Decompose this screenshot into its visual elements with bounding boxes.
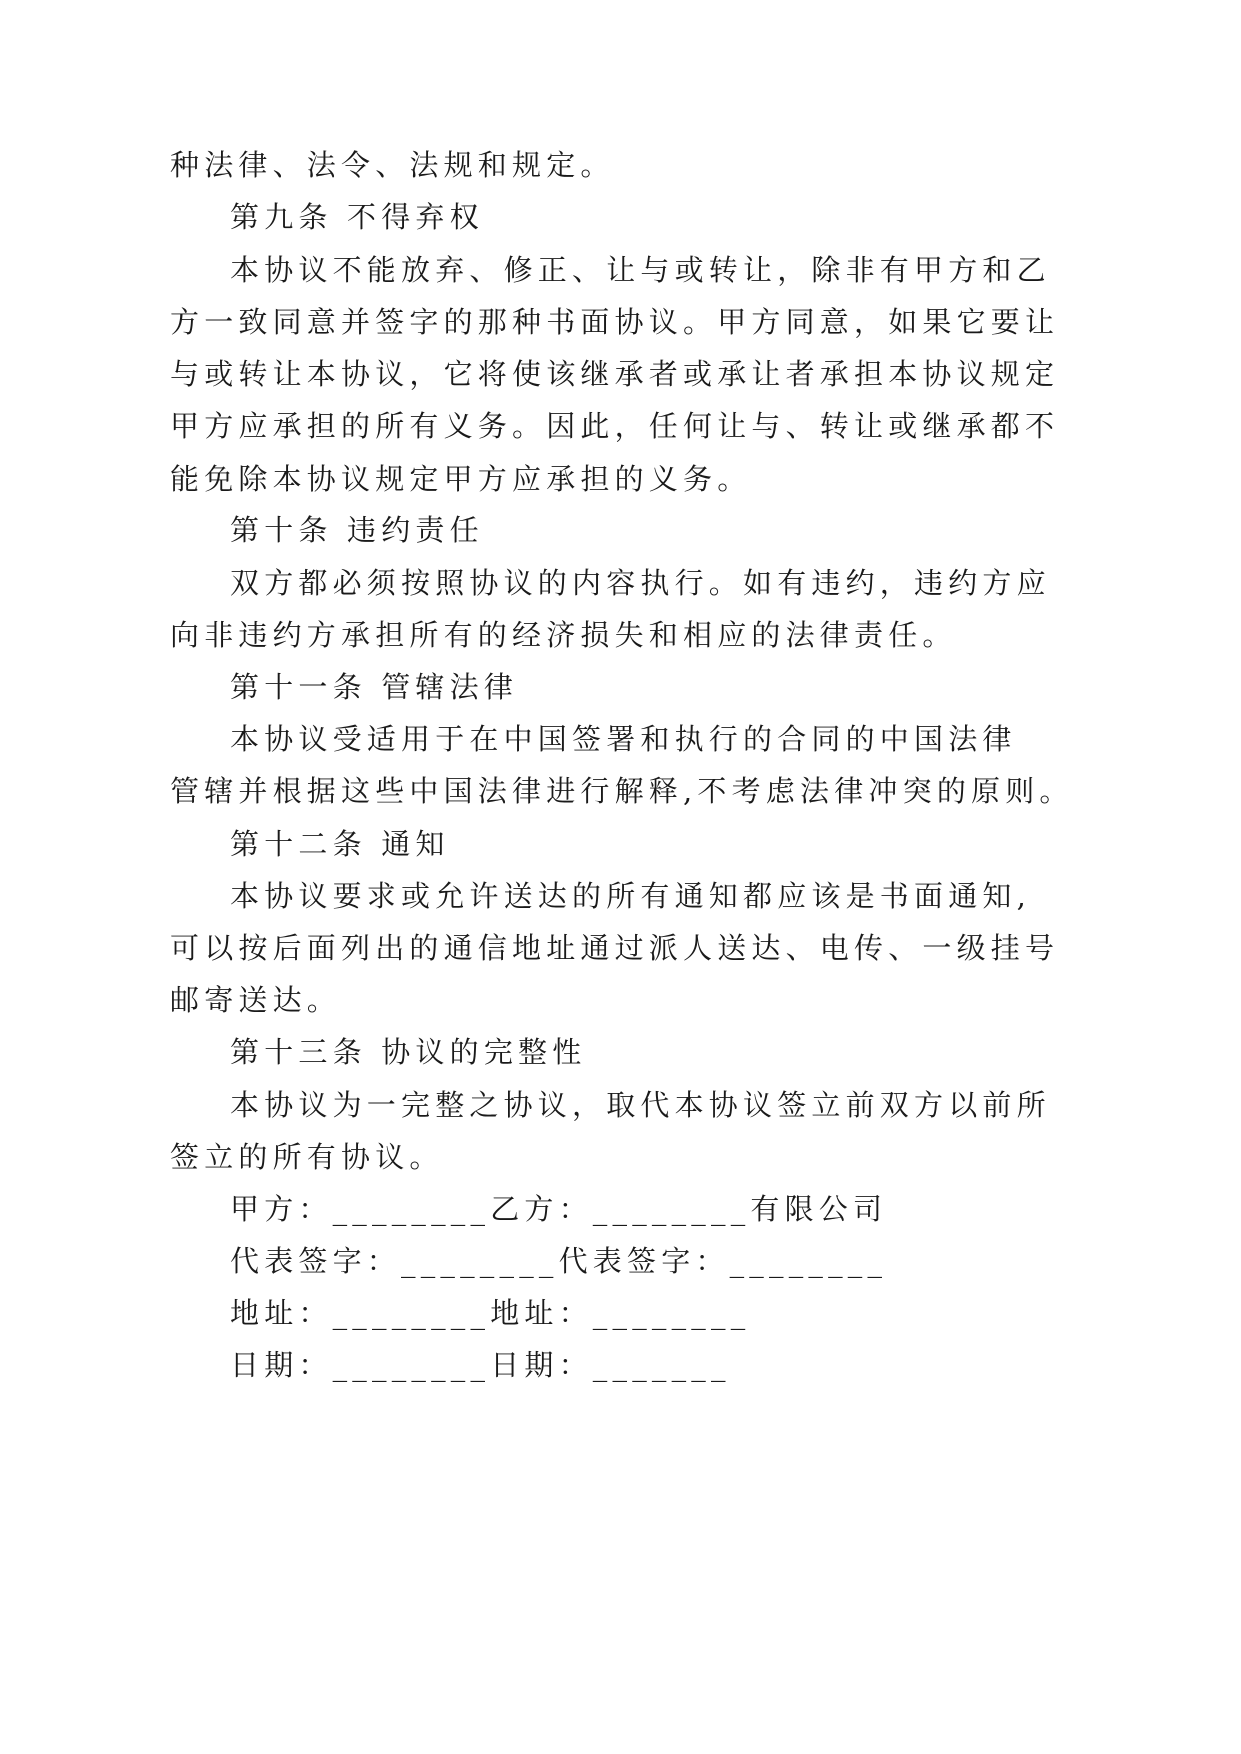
paragraph-line: 邮寄送达。 [170,983,342,1017]
address-line: 地址：________地址：________ [230,1296,751,1330]
paragraph-line: 可以按后面列出的通信地址通过派人送达、电传、一级挂号 [170,931,1060,965]
date-line: 日期：________日期：_______ [230,1348,731,1382]
paragraph-line: 与或转让本协议，它将使该继承者或承让者承担本协议规定 [170,357,1060,391]
paragraph-line: 能免除本协议规定甲方应承担的义务。 [170,462,752,496]
article-12-heading: 第十二条 通知 [230,827,450,861]
paragraph-line: 甲方应承担的所有义务。因此，任何让与、转让或继承都不 [170,409,1060,443]
paragraph-line: 本协议为一完整之协议，取代本协议签立前双方以前所 [230,1088,1051,1122]
paragraph-line: 签立的所有协议。 [170,1140,444,1174]
article-9-heading: 第九条 不得弃权 [230,200,484,234]
paragraph-line: 本协议要求或允许送达的所有通知都应该是书面通知, [230,879,1032,913]
paragraph-line: 方一致同意并签字的那种书面协议。甲方同意，如果它要让 [170,305,1060,339]
paragraph-line: 双方都必须按照协议的内容执行。如有违约，违约方应 [230,566,1051,600]
paragraph-line: 管辖并根据这些中国法律进行解释,不考虑法律冲突的原则。 [170,774,1074,808]
signature-line: 代表签字：________代表签字：________ [230,1244,888,1278]
article-11-heading: 第十一条 管辖法律 [230,670,519,704]
paragraph-line: 本协议不能放弃、修正、让与或转让，除非有甲方和乙 [230,253,1051,287]
article-10-heading: 第十条 违约责任 [230,513,484,547]
paragraph-line: 种法律、法令、法规和规定。 [170,148,615,182]
paragraph-line: 向非违约方承担所有的经济损失和相应的法律责任。 [170,618,957,652]
party-line: 甲方：________乙方：________有限公司 [230,1192,888,1226]
article-13-heading: 第十三条 协议的完整性 [230,1035,587,1069]
paragraph-line: 本协议受适用于在中国签署和执行的合同的中国法律 [230,722,1017,756]
